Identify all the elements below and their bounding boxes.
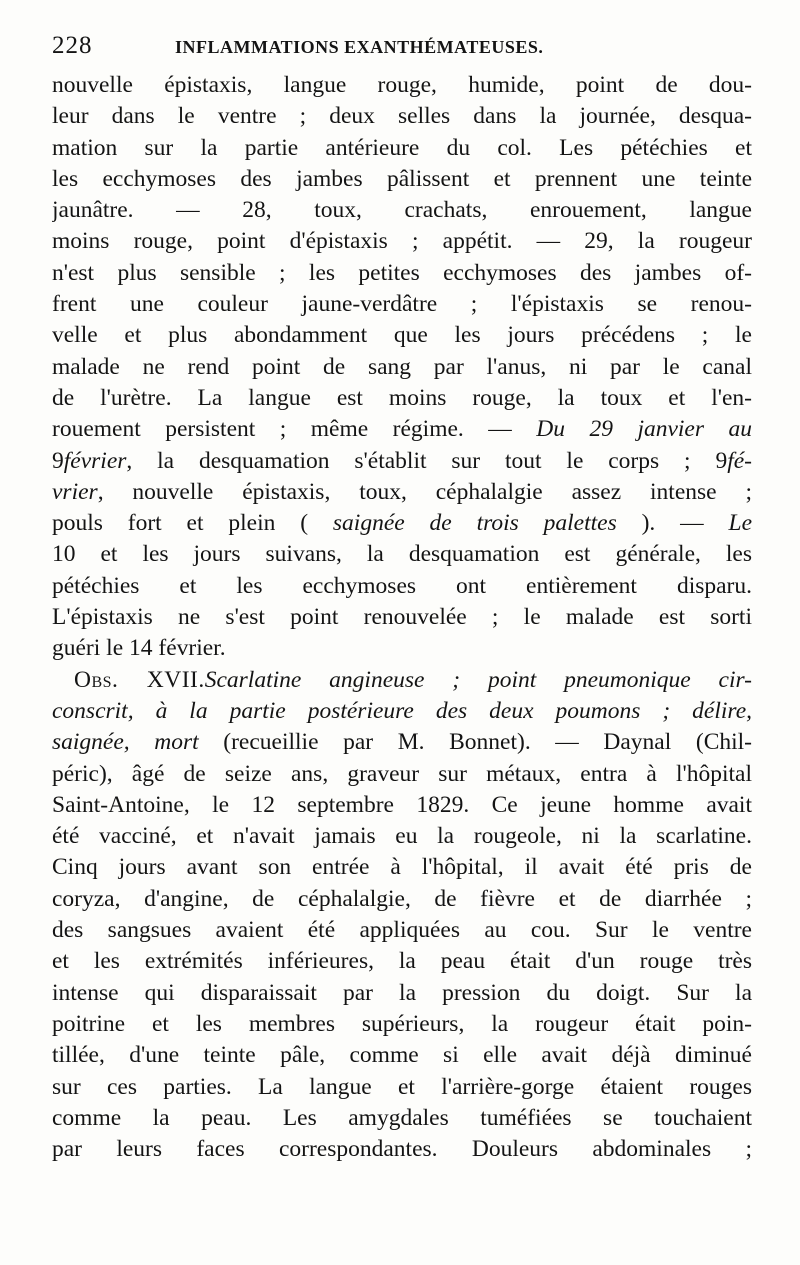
text-fragment: rouement persistent ; même régime. — — [52, 416, 512, 443]
text-line: sur ces parties. La langue et l'arrière-gorge étaient rouges — [52, 1073, 752, 1100]
observation-title-line: conscrit, à la partie postérieure des deux poumons ; délire, — [52, 697, 752, 724]
text-line: Saint-Antoine, le 12 septembre 1829. Ce jeune homme avait — [52, 791, 752, 818]
text-line: coryza, d'angine, de céphalalgie, de fièvre et de diarrhée ; — [52, 885, 752, 912]
text-line: poitrine et les membres supérieurs, la rougeur était poin- — [52, 1010, 752, 1037]
observation-title: Scarlatine angineuse ; point pneumonique cir- — [204, 666, 752, 693]
page-number: 228 — [52, 32, 93, 59]
italic-treatment: saignée de trois palettes — [332, 510, 617, 537]
text-fragment: 9 — [52, 447, 64, 474]
text-line: moins rouge, point d'épistaxis ; appétit. — 29, la rougeur — [52, 228, 752, 255]
text-fragment: , la desquamation s'établit sur tout le corps ; 9 — [126, 447, 728, 474]
observation-label: Obs. XVII. — [74, 666, 205, 693]
text-line: péric), âgé de seize ans, graveur sur métaux, entra à l'hôpital — [52, 760, 752, 787]
text-line: de l'urètre. La langue est moins rouge, la toux et l'en- — [52, 384, 752, 411]
running-head: INFLAMMATIONS EXANTHÉMATEUSES. — [175, 37, 544, 57]
text-line: frent une couleur jaune-verdâtre ; l'épistaxis se renou- — [52, 291, 752, 318]
text-line: pétéchies et les ecchymoses ont entièrement disparu. — [52, 572, 752, 599]
text-line: des sangsues avaient été appliquées au cou. Sur le ventre — [52, 917, 752, 944]
italic-date: vrier — [52, 478, 98, 505]
italic-date: février — [63, 447, 127, 474]
page-header — [52, 32, 752, 66]
text-line: mation sur la partie antérieure du col. Les pétéchies et — [52, 134, 752, 161]
text-line: tillée, d'une teinte pâle, comme si elle avait déjà diminué — [52, 1042, 752, 1069]
text-line: intense qui disparaissait par la pression du doigt. Sur la — [52, 979, 752, 1006]
text-fragment: (recueillie par M. Bonnet). — Daynal (Chil- — [223, 729, 752, 756]
text-line: velle et plus abondamment que les jours précédens ; le — [52, 322, 752, 349]
text-line: malade ne rend point de sang par l'anus, ni par le canal — [52, 353, 752, 380]
italic-date: fé- — [727, 447, 752, 474]
body-text — [52, 70, 752, 1165]
observation-title-end: saignée, mort — [52, 729, 199, 756]
italic-date: Du 29 janvier au — [536, 416, 752, 443]
text-line: guéri le 14 février. — [52, 635, 226, 662]
text-line: 10 et les jours suivans, la desquamation est générale, les — [52, 541, 752, 568]
text-line: L'épistaxis ne s'est point renouvelée ; le malade est sorti — [52, 604, 752, 631]
text-fragment: pouls fort et plein ( — [52, 510, 309, 537]
text-line: leur dans le ventre ; deux selles dans la journée, desqua- — [52, 103, 752, 130]
observation-heading — [52, 665, 752, 696]
text-fragment: , nouvelle épistaxis, toux, céphalalgie assez intense ; — [97, 478, 752, 505]
text-line: comme la peau. Les amygdales tuméfiées se touchaient — [52, 1104, 752, 1131]
text-line: et les extrémités inférieures, la peau était d'un rouge très — [52, 948, 752, 975]
text-line: été vacciné, et n'avait jamais eu la rougeole, ni la scarlatine. — [52, 823, 752, 850]
text-line: les ecchymoses des jambes pâlissent et prennent une teinte — [52, 165, 752, 192]
text-line — [52, 508, 752, 539]
text-line: jaunâtre. — 28, toux, crachats, enrouement, langue — [52, 197, 752, 224]
text-line: n'est plus sensible ; les petites ecchymoses des jambes of- — [52, 259, 752, 286]
italic-word: Le — [728, 510, 752, 537]
text-line — [52, 477, 752, 508]
text-fragment: ). — — [641, 510, 704, 537]
text-line — [52, 414, 752, 445]
text-line — [52, 727, 752, 758]
text-line: nouvelle épistaxis, langue rouge, humide, point de dou- — [52, 72, 752, 98]
text-line: Cinq jours avant son entrée à l'hôpital, il avait été pris de — [52, 854, 752, 881]
text-line: par leurs faces correspondantes. Douleurs abdominales ; — [52, 1136, 752, 1163]
text-line — [52, 446, 752, 477]
